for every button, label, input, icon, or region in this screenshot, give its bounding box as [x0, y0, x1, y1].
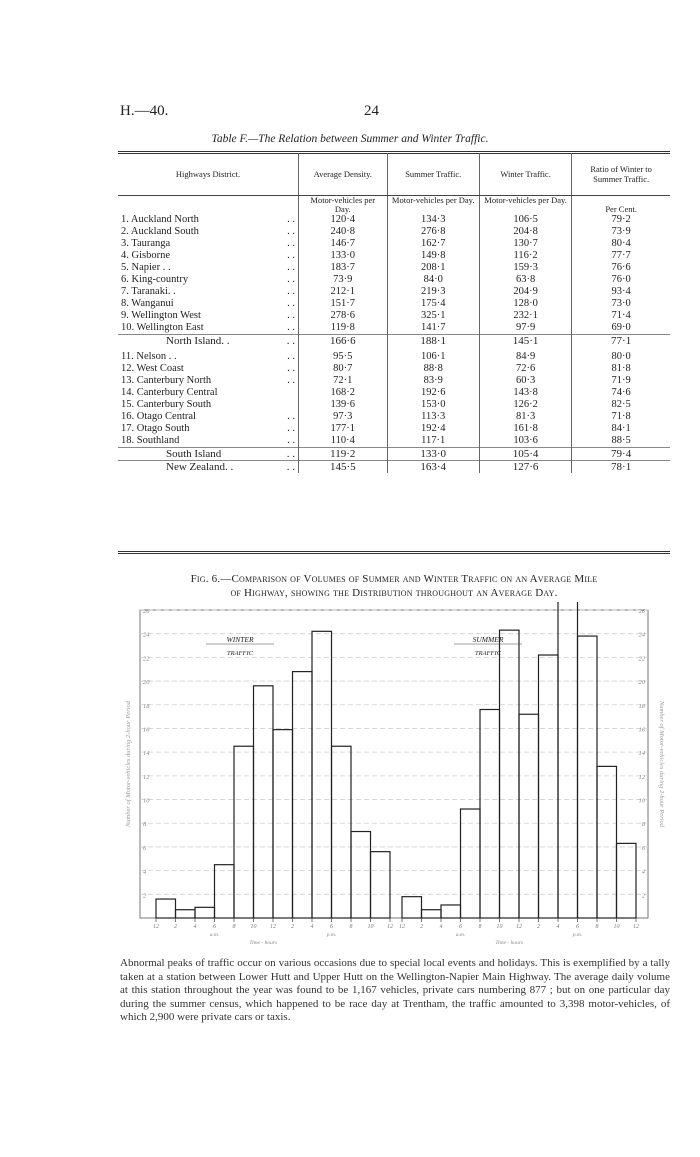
district-name: 2. Auckland South	[121, 226, 199, 237]
ratio: 76·0	[572, 274, 670, 286]
series-label-line-1: SUMMER	[472, 635, 504, 644]
header-ratio: Ratio of Winter to Summer Traffic.	[572, 153, 670, 196]
winter-traffic: 161·8	[479, 423, 571, 435]
x-tick-label: 12	[387, 924, 393, 930]
district-name: 13. Canterbury North	[121, 375, 212, 386]
average-density: 240·8	[299, 226, 387, 238]
dots: . .	[287, 322, 296, 333]
bar-winter	[273, 730, 293, 918]
x-tick-label: 4	[556, 924, 560, 930]
summer-traffic: 153·0	[387, 399, 479, 411]
table-row	[118, 310, 670, 322]
y-tick-label-left: 10	[143, 797, 150, 805]
dots: . .	[287, 214, 296, 225]
average-density: 212·1	[299, 286, 387, 298]
summer-traffic: 192·6	[387, 387, 479, 399]
dots: . .	[287, 238, 296, 249]
table-row	[118, 399, 670, 411]
unit-summer: Motor-vehicles per Day.	[387, 196, 479, 215]
bar-winter	[176, 910, 196, 918]
dots: . .	[287, 351, 296, 362]
table-row	[118, 363, 670, 375]
summer-traffic: 84·0	[387, 274, 479, 286]
summer-traffic: 325·1	[387, 310, 479, 322]
page-number: 24	[364, 103, 379, 119]
winter-traffic: 106·5	[479, 214, 571, 226]
x-tick-label: 12	[633, 924, 639, 930]
winter-traffic: 130·7	[479, 238, 571, 250]
average-density: 177·1	[299, 423, 387, 435]
winter-traffic: 159·3	[479, 262, 571, 274]
north-island-rows	[118, 196, 670, 335]
x-tick-label: 2	[537, 924, 540, 930]
bar-summer	[519, 714, 539, 918]
total-dots: . .	[265, 335, 299, 348]
x-tick-label: 8	[478, 924, 482, 930]
ratio: 84·1	[572, 423, 670, 435]
ratio: 76·6	[572, 262, 670, 274]
pm-label: p.m.	[326, 932, 337, 938]
summer-traffic: 276·8	[387, 226, 479, 238]
table-bottom-rule-2	[118, 553, 670, 554]
district-name: 7. Taranaki. .	[121, 286, 176, 297]
district-name: 5. Napier . .	[121, 262, 171, 273]
bar-summer	[422, 910, 442, 918]
total-summer: 188·1	[387, 335, 479, 348]
table-row	[118, 298, 670, 310]
x-tick-label: 6	[330, 924, 333, 930]
y-tick-label-right: 10	[638, 797, 645, 805]
y-tick-label-right: 6	[641, 844, 645, 852]
header-winter-traffic: Winter Traffic.	[479, 153, 571, 196]
x-tick-label: 6	[459, 924, 462, 930]
x-tick-label: 2	[174, 924, 177, 930]
y-tick-label-left: 26	[143, 608, 150, 615]
bar-winter	[332, 746, 352, 918]
summer-traffic: 106·1	[387, 347, 479, 363]
winter-traffic: 204·9	[479, 286, 571, 298]
y-tick-label-right: 14	[638, 750, 645, 758]
bar-winter	[371, 852, 391, 918]
dots: . .	[287, 423, 296, 434]
summer-traffic: 88·8	[387, 363, 479, 375]
series-label-line-2: TRAFFIC	[475, 650, 501, 657]
x-tick-label: 8	[232, 924, 236, 930]
x-tick-label: 12	[153, 924, 159, 930]
total-summer: 133·0	[387, 448, 479, 461]
y-axis-label-right: Number of Motor-vehicles during 2-hour Period	[658, 700, 665, 828]
bar-summer	[597, 766, 617, 918]
y-tick-label-left: 20	[143, 679, 150, 687]
y-tick-label-right: 20	[638, 679, 645, 687]
traffic-distribution-chart	[118, 602, 670, 947]
y-tick-label-right: 24	[638, 631, 645, 639]
bar-summer	[617, 843, 637, 918]
winter-traffic: 97·9	[479, 322, 571, 335]
bar-winter	[215, 865, 235, 918]
dots: . .	[287, 298, 296, 309]
district-name: 4. Gisborne	[121, 250, 170, 261]
total-label: South Island	[118, 448, 265, 461]
district-name: 6. King-country	[121, 274, 189, 285]
table-row	[118, 262, 670, 274]
y-tick-label-left: 22	[143, 655, 150, 663]
table-row	[118, 250, 670, 262]
summer-traffic: 208·1	[387, 262, 479, 274]
y-tick-label-left: 12	[143, 773, 150, 781]
table-row	[118, 238, 670, 250]
dots: . .	[287, 310, 296, 321]
header-summer-traffic: Summer Traffic.	[387, 153, 479, 196]
winter-traffic: 126·2	[479, 399, 571, 411]
y-tick-label-left: 6	[143, 844, 147, 852]
table-row	[118, 214, 670, 226]
x-tick-label: 8	[595, 924, 599, 930]
y-tick-label-left: 14	[143, 750, 150, 758]
y-tick-label-right: 12	[638, 773, 645, 781]
ratio: 82·5	[572, 399, 670, 411]
table-row	[118, 387, 670, 399]
winter-traffic: 204·8	[479, 226, 571, 238]
winter-traffic: 72·6	[479, 363, 571, 375]
page-reference: H.—40.	[120, 103, 169, 119]
y-tick-label-left: 24	[143, 631, 150, 639]
bar-summer	[500, 630, 520, 918]
average-density: 72·1	[299, 375, 387, 387]
winter-traffic: 81·3	[479, 411, 571, 423]
average-density: 168·2	[299, 387, 387, 399]
figure-caption-line-2: of Highway, showing the Distribution throughout an Average Day.	[230, 587, 558, 599]
x-tick-label: 6	[576, 924, 579, 930]
dots: . .	[287, 274, 296, 285]
y-tick-label-right: 18	[638, 702, 645, 710]
total-winter: 127·6	[479, 461, 571, 474]
table-row	[118, 274, 670, 286]
x-tick-label: 10	[613, 924, 620, 930]
header-district: Highways District.	[118, 153, 299, 196]
summer-traffic: 219·3	[387, 286, 479, 298]
bar-summer	[578, 636, 598, 918]
average-density: 120·4	[299, 214, 387, 226]
table-row	[118, 375, 670, 387]
dots	[265, 387, 299, 399]
south-island-rows	[118, 347, 670, 448]
bar-summer	[461, 809, 481, 918]
district-name: 10. Wellington East	[121, 322, 204, 333]
winter-traffic: 63·8	[479, 274, 571, 286]
district-name: 8. Wanganui	[121, 298, 174, 309]
bar-winter	[156, 899, 176, 918]
x-tick-label: 8	[349, 924, 353, 930]
pm-label: p.m.	[572, 932, 583, 938]
total-average: 119·2	[299, 448, 387, 461]
ratio: 71·9	[572, 375, 670, 387]
ratio: 71·8	[572, 411, 670, 423]
district-name: 3. Tauranga	[121, 238, 171, 249]
district-name: 1. Auckland North	[121, 214, 199, 225]
x-tick-label: 4	[310, 924, 314, 930]
total-ratio: 79·4	[572, 448, 670, 461]
summer-traffic: 117·1	[387, 435, 479, 448]
x-tick-label: 12	[270, 924, 276, 930]
average-density: 97·3	[299, 411, 387, 423]
ratio: 80·4	[572, 238, 670, 250]
summer-traffic: 83·9	[387, 375, 479, 387]
district-name: 12. West Coast	[121, 363, 184, 374]
winter-traffic: 116·2	[479, 250, 571, 262]
ratio: 73·0	[572, 298, 670, 310]
x-axis-label: Time - hours	[249, 940, 278, 946]
bar-summer	[402, 897, 422, 918]
average-density: 133·0	[299, 250, 387, 262]
units-row	[118, 196, 670, 215]
table-row	[118, 411, 670, 423]
ratio: 73·9	[572, 226, 670, 238]
total-winter: 145·1	[479, 335, 571, 348]
y-tick-label-right: 26	[638, 608, 645, 615]
y-tick-label-left: 16	[143, 726, 150, 734]
body-paragraph: Abnormal peaks of traffic occur on various occasions due to special local events and holidays. This is exemplified by a tally taken at a station between Lower Hutt and Upper Hutt on the Wellington-Napier Main Highway. The average daily volume at this station throughout the year was found to be 1,167 vehicles, private cars numbering 877 ; but on one particular day during the summer census, which happened to be race day at Trentham, the traffic amounted to 3,398 motor-vehicles, of which 2,900 were private cars or taxis.	[120, 957, 670, 1023]
ratio: 80·0	[572, 347, 670, 363]
y-tick-label-left: 18	[143, 702, 150, 710]
table-row	[118, 322, 670, 335]
table-header-row	[118, 153, 670, 196]
bar-winter	[195, 907, 215, 918]
winter-traffic: 128·0	[479, 298, 571, 310]
x-tick-label: 4	[439, 924, 443, 930]
ratio: 69·0	[572, 322, 670, 335]
y-tick-label-right: 22	[638, 655, 645, 663]
table-bottom-rule	[118, 551, 670, 552]
dots: . .	[287, 226, 296, 237]
ratio: 79·2	[572, 214, 670, 226]
y-tick-label-right: 4	[641, 868, 645, 876]
district-name: 16. Otago Central	[121, 411, 196, 422]
average-density: 119·8	[299, 322, 387, 335]
am-label: a.m.	[455, 932, 466, 938]
y-tick-label-right: 2	[641, 892, 645, 900]
average-density: 151·7	[299, 298, 387, 310]
winter-traffic: 143·8	[479, 387, 571, 399]
am-label: a.m.	[209, 932, 220, 938]
ratio: 93·4	[572, 286, 670, 298]
x-tick-label: 10	[496, 924, 503, 930]
total-winter: 105·4	[479, 448, 571, 461]
total-label: North Island. .	[118, 335, 265, 348]
dots: . .	[287, 262, 296, 273]
table-row	[118, 226, 670, 238]
ratio: 77·7	[572, 250, 670, 262]
table-row	[118, 347, 670, 363]
bar-summer	[441, 905, 461, 918]
ratio: 71·4	[572, 310, 670, 322]
winter-traffic: 60·3	[479, 375, 571, 387]
x-tick-label: 4	[193, 924, 197, 930]
total-dots: . .	[265, 448, 299, 461]
new-zealand-total-row	[118, 461, 670, 474]
y-tick-label-left: 4	[143, 868, 147, 876]
summer-traffic: 175·4	[387, 298, 479, 310]
series-label-line-2: TRAFFIC	[227, 650, 253, 657]
bar-summer	[539, 655, 559, 918]
x-axis-label: Time - hours	[495, 940, 524, 946]
average-density: 146·7	[299, 238, 387, 250]
average-density: 73·9	[299, 274, 387, 286]
x-tick-label: 12	[516, 924, 522, 930]
header-average-density: Average Density.	[299, 153, 387, 196]
total-average: 145·5	[299, 461, 387, 474]
district-name: 11. Nelson . .	[121, 351, 177, 362]
district-name: 9. Wellington West	[121, 310, 201, 321]
dots: . .	[287, 411, 296, 422]
bar-winter	[254, 686, 274, 918]
y-tick-label-right: 8	[641, 821, 645, 829]
x-tick-label: 2	[291, 924, 294, 930]
summer-traffic: 149·8	[387, 250, 479, 262]
x-tick-label: 12	[399, 924, 405, 930]
bar-winter	[351, 832, 371, 918]
summer-traffic: 113·3	[387, 411, 479, 423]
summer-traffic: 192·4	[387, 423, 479, 435]
dots	[265, 399, 299, 411]
total-average: 166·6	[299, 335, 387, 348]
bar-winter	[293, 672, 313, 918]
unit-ratio: Per Cent.	[572, 196, 670, 215]
dots: . .	[287, 250, 296, 261]
y-tick-label-left: 8	[143, 821, 147, 829]
bar-winter	[234, 746, 254, 918]
total-ratio: 78·1	[572, 461, 670, 474]
total-dots: . .	[265, 461, 299, 474]
total-label: New Zealand. .	[118, 461, 265, 474]
figure-caption-line-1: Fig. 6.—Comparison of Volumes of Summer and Winter Traffic on an Average Mile	[190, 573, 598, 585]
x-tick-label: 2	[420, 924, 423, 930]
average-density: 110·4	[299, 435, 387, 448]
y-tick-label-left: 2	[143, 892, 147, 900]
total-ratio: 77·1	[572, 335, 670, 348]
north-island-total-row	[118, 335, 670, 348]
average-density: 278·6	[299, 310, 387, 322]
unit-winter: Motor-vehicles per Day.	[479, 196, 571, 215]
ratio: 74·6	[572, 387, 670, 399]
ratio: 81·8	[572, 363, 670, 375]
x-tick-label: 10	[367, 924, 374, 930]
dots: . .	[287, 286, 296, 297]
table-row	[118, 423, 670, 435]
table-row	[118, 286, 670, 298]
average-density: 95·5	[299, 347, 387, 363]
y-tick-label-right: 16	[638, 726, 645, 734]
plot-frame	[140, 610, 648, 918]
summer-traffic: 141·7	[387, 322, 479, 335]
summer-traffic: 162·7	[387, 238, 479, 250]
district-name: 17. Otago South	[121, 423, 190, 434]
summer-traffic: 134·3	[387, 214, 479, 226]
table-caption: Table F.—The Relation between Summer and Winter Traffic.	[211, 133, 489, 145]
y-axis-label-left: Number of Motor-vehicles during 2-hour Period	[125, 700, 132, 828]
average-density: 183·7	[299, 262, 387, 274]
winter-traffic: 84·9	[479, 347, 571, 363]
average-density: 139·6	[299, 399, 387, 411]
winter-traffic: 232·1	[479, 310, 571, 322]
x-tick-label: 10	[250, 924, 257, 930]
district-name: 15. Canterbury South	[121, 399, 212, 410]
table-top-rule	[118, 151, 670, 152]
district-name: 14. Canterbury Central	[121, 387, 218, 398]
figure-caption	[118, 572, 670, 600]
traffic-table	[118, 153, 670, 473]
table-row	[118, 435, 670, 448]
winter-traffic: 103·6	[479, 435, 571, 448]
average-density: 80·7	[299, 363, 387, 375]
south-island-total-row	[118, 448, 670, 461]
dots: . .	[287, 363, 296, 374]
bar-summer	[480, 710, 500, 918]
x-tick-label: 6	[213, 924, 216, 930]
unit-average: Motor-vehicles per Day.	[299, 196, 387, 215]
total-summer: 163·4	[387, 461, 479, 474]
dots: . .	[287, 375, 296, 386]
dots: . .	[287, 435, 296, 446]
bar-winter	[312, 631, 332, 918]
series-label-line-1: WINTER	[226, 635, 254, 644]
district-name: 18. Southland	[121, 435, 180, 446]
ratio: 88·5	[572, 435, 670, 448]
